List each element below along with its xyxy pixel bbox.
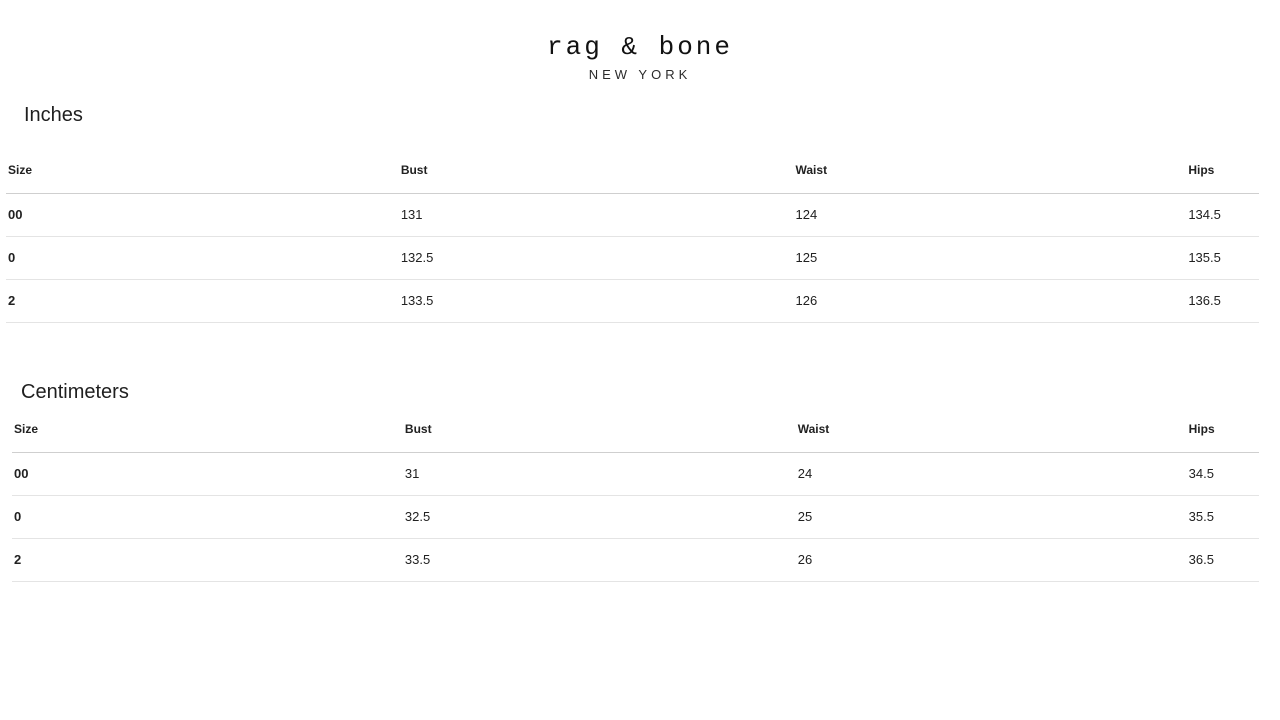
brand-header	[0, 0, 1280, 82]
section-title-inches: Inches	[24, 104, 83, 126]
measurement-value: 35.5	[1187, 496, 1259, 539]
measurement-value: 33.5	[403, 539, 796, 582]
column-header-hips: Hips	[1187, 409, 1259, 453]
table-row	[12, 539, 1259, 582]
column-header-bust: Bust	[399, 150, 794, 194]
size-value: 2	[6, 280, 399, 323]
measurement-value: 134.5	[1186, 194, 1259, 237]
table-row	[6, 280, 1259, 323]
brand-logo-subtitle: NEW YORK	[588, 67, 692, 82]
column-header-size: Size	[6, 150, 399, 194]
measurement-value: 26	[796, 539, 1187, 582]
table-row	[12, 453, 1259, 496]
size-table	[12, 409, 1259, 582]
size-value: 2	[12, 539, 403, 582]
table-row	[6, 237, 1259, 280]
measurement-value: 133.5	[399, 280, 794, 323]
table-row	[12, 496, 1259, 539]
column-header-hips: Hips	[1186, 150, 1259, 194]
table-header-row	[12, 409, 1259, 453]
column-header-bust: Bust	[403, 409, 796, 453]
size-value: 00	[12, 453, 403, 496]
size-value: 0	[12, 496, 403, 539]
measurement-value: 126	[794, 280, 1187, 323]
measurement-value: 131	[399, 194, 794, 237]
size-chart	[0, 102, 1280, 582]
measurement-value: 32.5	[403, 496, 796, 539]
column-header-waist: Waist	[794, 150, 1187, 194]
measurement-value: 31	[403, 453, 796, 496]
table-header-row	[6, 150, 1259, 194]
size-value: 0	[6, 237, 399, 280]
size-value: 00	[6, 194, 399, 237]
measurement-value: 125	[794, 237, 1187, 280]
column-header-waist: Waist	[796, 409, 1187, 453]
measurement-value: 24	[796, 453, 1187, 496]
section-title-centimeters: Centimeters	[21, 381, 129, 403]
measurement-value: 136.5	[1186, 280, 1259, 323]
measurement-value: 34.5	[1187, 453, 1259, 496]
size-table-section-inches	[0, 102, 1280, 323]
measurement-value: 135.5	[1186, 237, 1259, 280]
brand-logo: rag & bone	[546, 32, 734, 62]
measurement-value: 132.5	[399, 237, 794, 280]
size-table	[6, 150, 1259, 323]
column-header-size: Size	[12, 409, 403, 453]
measurement-value: 36.5	[1187, 539, 1259, 582]
size-table-section-centimeters	[0, 379, 1280, 582]
table-row	[6, 194, 1259, 237]
measurement-value: 124	[794, 194, 1187, 237]
measurement-value: 25	[796, 496, 1187, 539]
